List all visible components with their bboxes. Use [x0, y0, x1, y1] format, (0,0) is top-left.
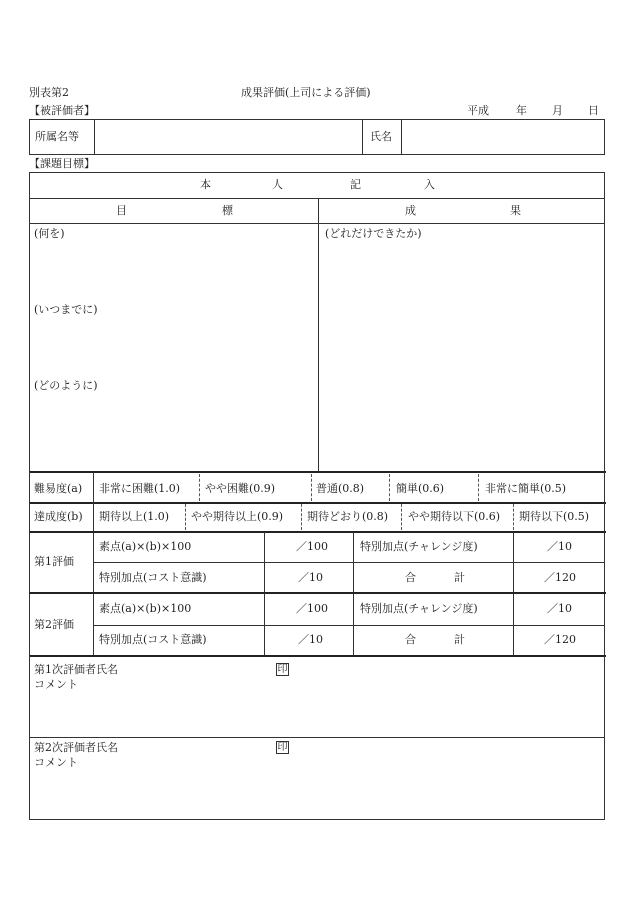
self-entry-char: 本: [200, 178, 211, 191]
date-month-label: 月: [552, 104, 563, 117]
divider: [264, 532, 265, 592]
divider: [604, 532, 605, 656]
divider: [264, 593, 265, 655]
achievement-option[interactable]: やや期待以上(0.9): [191, 510, 284, 523]
goal-by-when-label: (いつまでに): [34, 303, 98, 316]
affiliation-field[interactable]: [95, 120, 361, 154]
raw-score-label: 素点(a)×(b)×100: [99, 540, 192, 553]
evaluator-1-comment-label: コメント: [34, 678, 78, 691]
name-label: 氏名: [370, 130, 392, 143]
divider: [513, 532, 514, 592]
achievement-option[interactable]: 期待どおり(0.8): [307, 510, 389, 523]
divider: [389, 474, 390, 501]
divider: [29, 502, 606, 504]
divider: [513, 593, 514, 655]
date-year-label: 年: [516, 104, 527, 117]
evaluation-2-label: 第2評価: [34, 618, 74, 631]
divider: [185, 504, 186, 530]
page-title: 成果評価(上司による評価): [241, 86, 371, 99]
evaluation-1-label: 第1評価: [34, 555, 74, 568]
cost-bonus-max[interactable]: ／10: [298, 633, 323, 646]
form-number: 別表第2: [29, 86, 69, 99]
achievement-option[interactable]: 期待以下(0.5): [519, 510, 590, 523]
goal-entry-area[interactable]: [30, 224, 317, 471]
challenge-bonus-max[interactable]: ／10: [547, 602, 572, 615]
goal-what-label: (何を): [34, 227, 65, 240]
divider: [353, 532, 354, 592]
divider: [353, 593, 354, 655]
divider: [29, 592, 606, 594]
result-how-much-label: (どれだけできたか): [325, 227, 422, 240]
result-header-char: 果: [510, 204, 521, 217]
evaluator-2-comment-field[interactable]: [30, 772, 604, 818]
self-entry-char: 人: [272, 178, 283, 191]
result-header-char: 成: [405, 204, 416, 217]
divider: [29, 471, 606, 473]
result-entry-area[interactable]: [319, 224, 604, 471]
name-field[interactable]: [402, 120, 604, 154]
divider: [478, 474, 479, 501]
difficulty-option[interactable]: 普通(0.8): [316, 482, 365, 495]
divider: [199, 474, 200, 501]
date-era-label: 平成: [467, 104, 489, 117]
difficulty-option[interactable]: やや困難(0.9): [205, 482, 276, 495]
seal-stamp: 印: [277, 664, 288, 675]
challenge-bonus-label: 特別加点(チャレンジ度): [360, 540, 478, 553]
difficulty-label: 難易度(a): [34, 482, 83, 495]
goal-header-char: 目: [116, 204, 127, 217]
total-label-char: 合: [405, 571, 416, 584]
goal-section-heading: 【課題目標】: [29, 157, 95, 170]
divider: [29, 472, 30, 531]
total-max[interactable]: ／120: [544, 571, 576, 584]
self-entry-char: 記: [350, 178, 361, 191]
divider: [29, 198, 605, 199]
raw-score-label: 素点(a)×(b)×100: [99, 602, 192, 615]
evaluator-2-name-label: 第2次評価者氏名: [34, 741, 118, 754]
divider: [301, 504, 302, 530]
divider: [29, 737, 605, 738]
evaluator-2-comment-label: コメント: [34, 756, 78, 769]
total-label-char: 計: [454, 571, 465, 584]
evaluatee-heading: 【被評価者】: [29, 104, 95, 117]
achievement-option[interactable]: やや期待以下(0.6): [408, 510, 501, 523]
difficulty-option[interactable]: 非常に簡単(0.5): [485, 482, 567, 495]
divider: [93, 562, 604, 563]
divider: [513, 504, 514, 530]
date-day-label: 日: [588, 104, 599, 117]
total-label-char: 合: [405, 633, 416, 646]
goal-how-label: (どのように): [34, 379, 98, 392]
seal-stamp: 印: [277, 742, 288, 753]
divider: [93, 625, 604, 626]
divider: [311, 474, 312, 501]
raw-score-max[interactable]: ／100: [296, 602, 328, 615]
divider: [362, 119, 363, 155]
raw-score-max[interactable]: ／100: [296, 540, 328, 553]
total-max[interactable]: ／120: [544, 633, 576, 646]
evaluator-1-comment-field[interactable]: [30, 694, 604, 736]
divider: [29, 532, 30, 656]
cost-bonus-label: 特別加点(コスト意識): [99, 633, 207, 646]
divider: [93, 532, 94, 656]
divider: [29, 531, 606, 533]
divider: [604, 472, 605, 531]
cost-bonus-label: 特別加点(コスト意識): [99, 571, 207, 584]
challenge-bonus-label: 特別加点(チャレンジ度): [360, 602, 478, 615]
achievement-label: 達成度(b): [34, 510, 83, 523]
affiliation-label: 所属名等: [35, 130, 79, 143]
challenge-bonus-max[interactable]: ／10: [547, 540, 572, 553]
divider: [93, 472, 94, 531]
goal-header-char: 標: [222, 204, 233, 217]
difficulty-option[interactable]: 非常に困難(1.0): [99, 482, 181, 495]
cost-bonus-max[interactable]: ／10: [298, 571, 323, 584]
self-entry-char: 入: [424, 178, 435, 191]
divider: [401, 504, 402, 530]
evaluator-1-name-label: 第1次評価者氏名: [34, 663, 118, 676]
total-label-char: 計: [454, 633, 465, 646]
difficulty-option[interactable]: 簡単(0.6): [396, 482, 445, 495]
achievement-option[interactable]: 期待以上(1.0): [99, 510, 170, 523]
